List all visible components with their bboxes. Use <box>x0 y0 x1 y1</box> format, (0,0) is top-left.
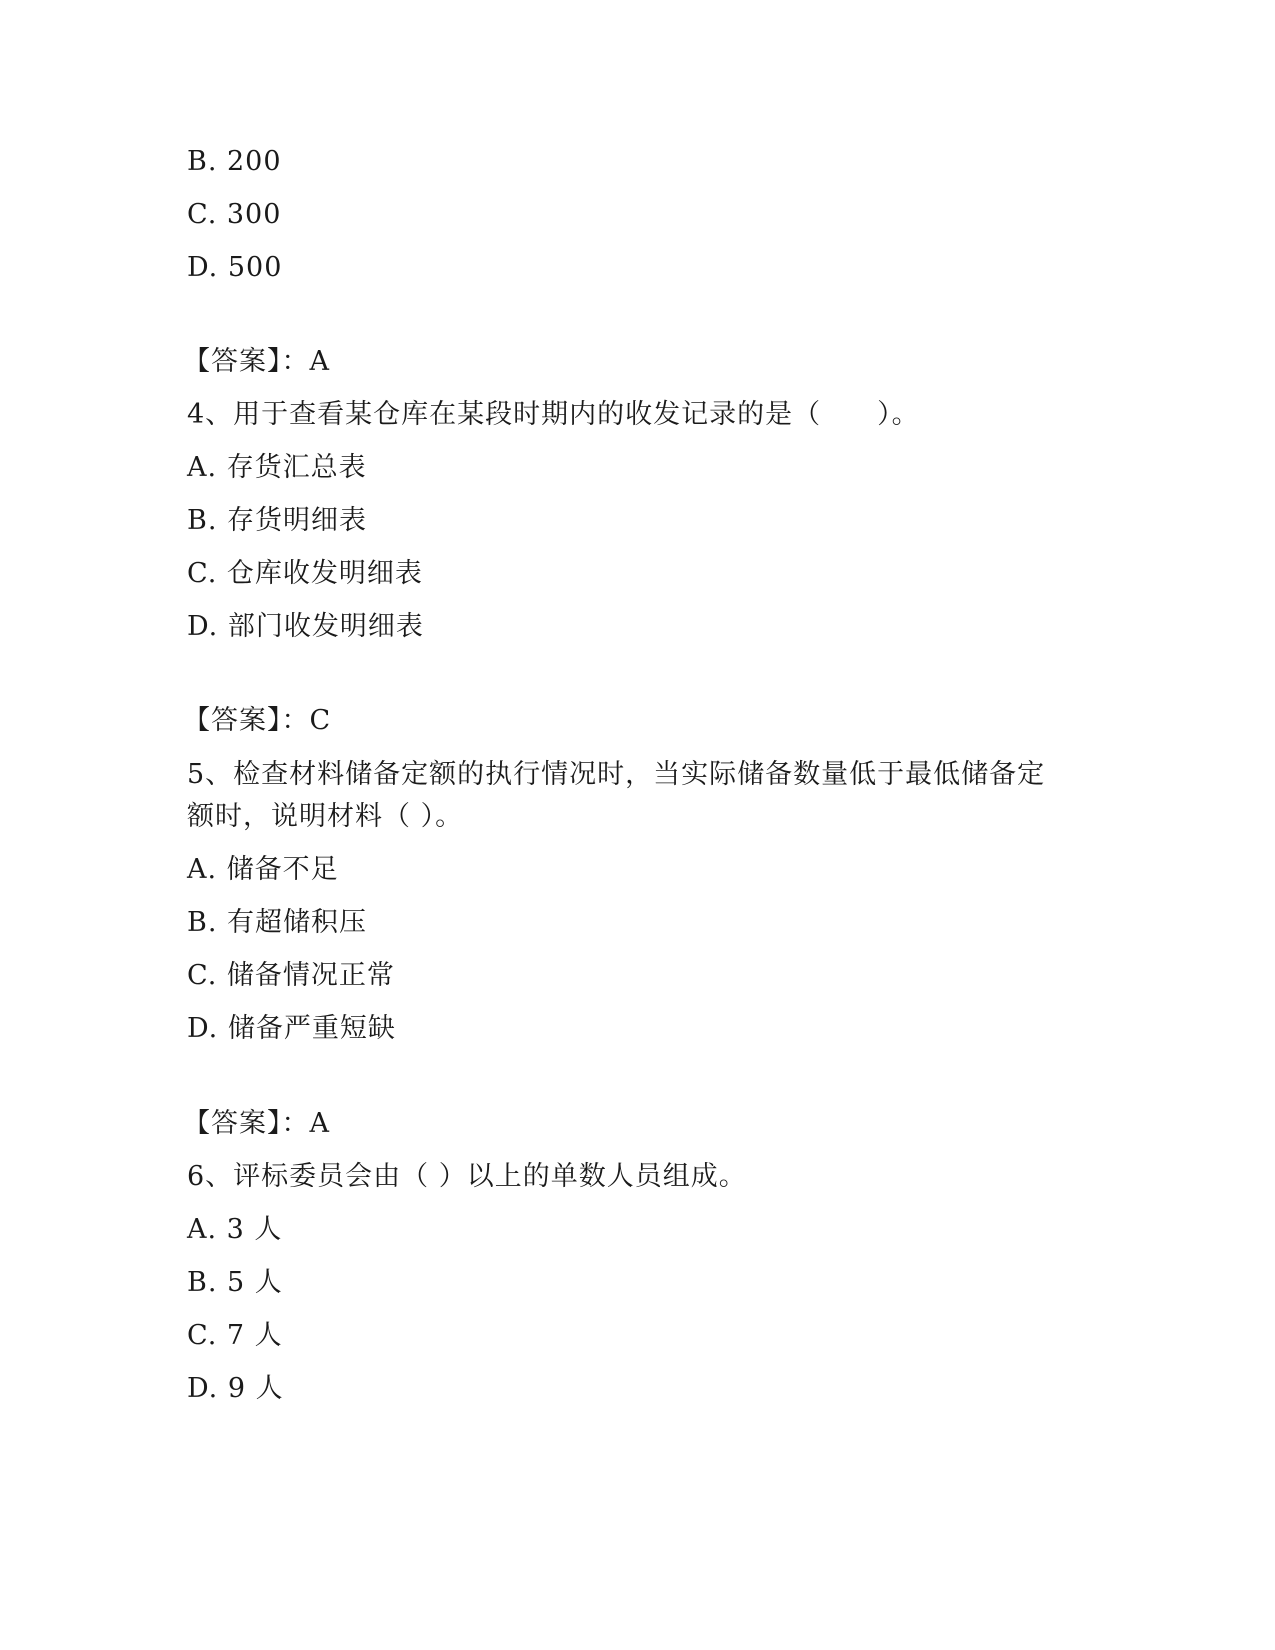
q4-option-d: D. 部门收发明细表 <box>187 611 424 642</box>
q3-option-b: B. 200 <box>187 146 282 177</box>
q5-answer: 【答案】：A <box>183 1108 330 1139</box>
q5-stem-line-1: 5、检查材料储备定额的执行情况时，当实际储备数量低于最低储备定 <box>187 759 1046 790</box>
q6-option-a: A. 3 人 <box>187 1214 283 1245</box>
q3-option-d: D. 500 <box>187 252 283 283</box>
q4-option-a: A. 存货汇总表 <box>187 452 367 483</box>
q4-answer: 【答案】：C <box>183 705 332 736</box>
q4-stem: 4、用于查看某仓库在某段时期内的收发记录的是（ ）。 <box>187 399 920 430</box>
q4-option-c: C. 仓库收发明细表 <box>187 558 423 589</box>
q5-option-a: A. 储备不足 <box>187 854 339 885</box>
q3-answer: 【答案】：A <box>183 346 330 377</box>
q3-option-c: C. 300 <box>187 199 282 230</box>
q6-option-d: D. 9 人 <box>187 1373 284 1404</box>
q6-option-b: B. 5 人 <box>187 1267 283 1298</box>
q4-option-b: B. 存货明细表 <box>187 505 368 536</box>
q5-option-d: D. 储备严重短缺 <box>187 1013 396 1044</box>
q6-stem: 6、评标委员会由（ ）以上的单数人员组成。 <box>187 1161 747 1192</box>
q5-stem-line-2: 额时，说明材料（ ）。 <box>187 801 464 832</box>
q6-option-c: C. 7 人 <box>187 1320 283 1351</box>
q5-option-b: B. 有超储积压 <box>187 907 368 938</box>
q5-option-c: C. 储备情况正常 <box>187 960 395 991</box>
